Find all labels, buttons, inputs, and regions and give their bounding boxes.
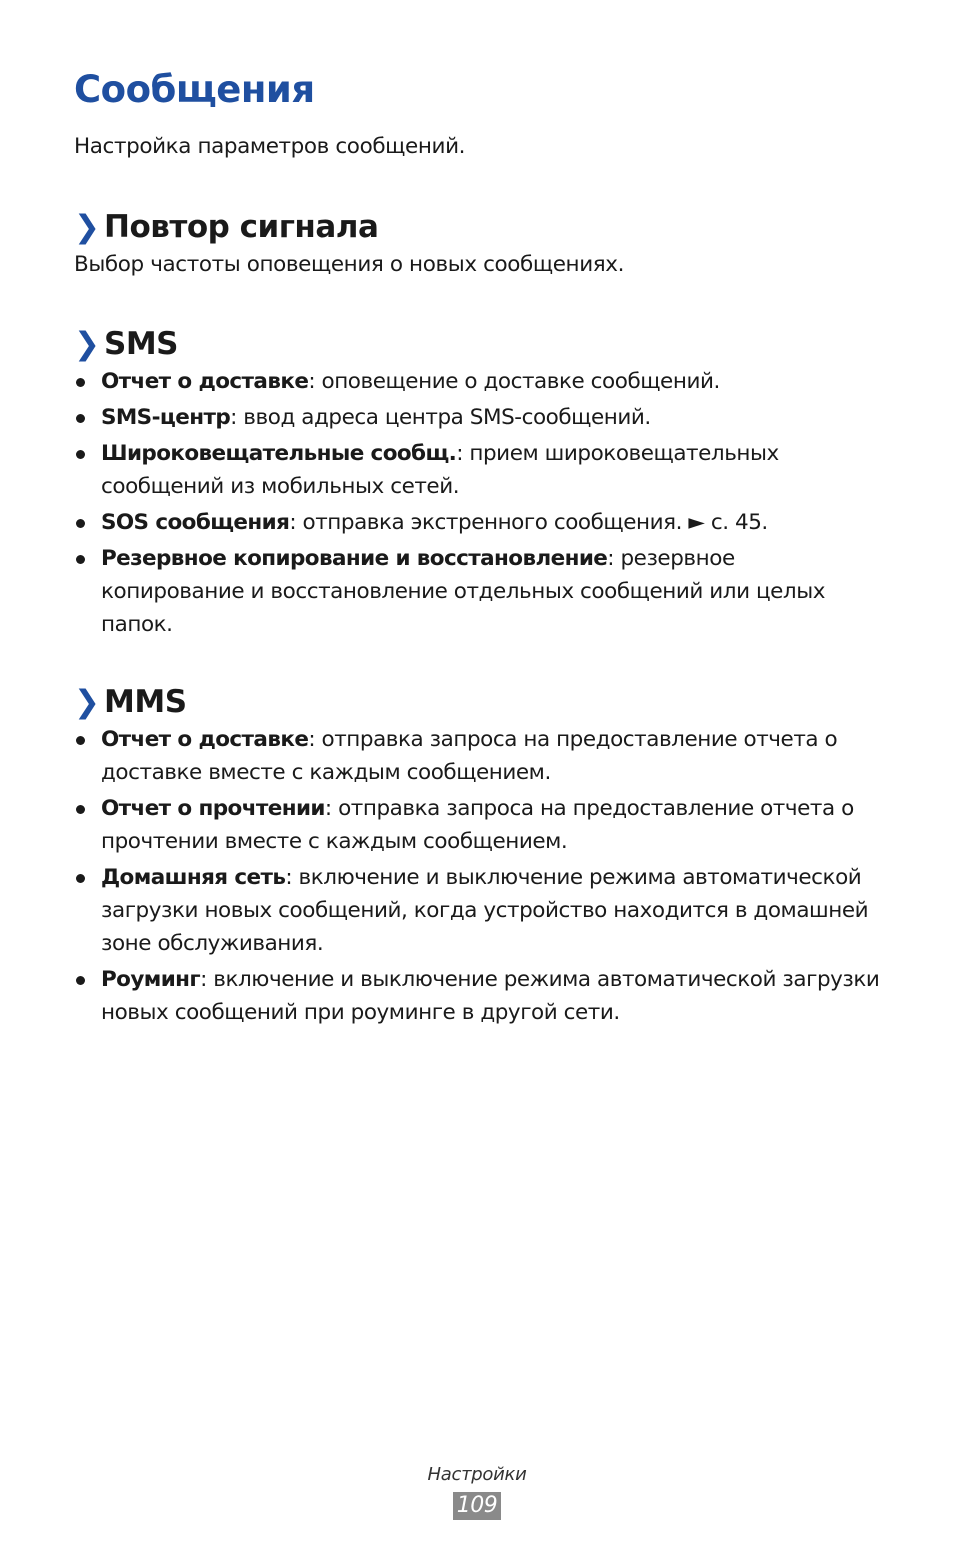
list-item <box>74 792 884 858</box>
chevron-right-icon: ❯ <box>74 684 100 720</box>
list-item-text: : прием широковещательных сообщений из мобильных сетей. <box>101 441 779 499</box>
list-item-term: Широковещательные сообщ. <box>101 441 457 466</box>
list-item-text: : отправка экстренного сообщения. ► с. 45. <box>289 510 768 535</box>
footer-section-label: Настройки <box>427 1464 527 1485</box>
list-item-term: Отчет о прочтении <box>101 796 325 821</box>
list-item <box>74 401 884 434</box>
bullet-icon <box>76 555 85 564</box>
sms-options-list <box>74 365 884 641</box>
chevron-right-icon: ❯ <box>74 209 100 245</box>
list-item-text: : резервное копирование и восстановление отдельных сообщений или целых папок. <box>101 546 826 637</box>
section-heading-sms <box>74 323 884 365</box>
mms-options-list <box>74 723 884 1029</box>
list-item-text: : ввод адреса центра SMS-сообщений. <box>230 405 651 430</box>
list-item-term: SOS сообщения <box>101 510 290 535</box>
list-item <box>74 437 884 503</box>
bullet-icon <box>76 414 85 423</box>
list-item-term: Резервное копирование и восстановление <box>101 546 608 571</box>
list-item-term: Домашняя сеть <box>101 865 286 890</box>
section-heading-mms <box>74 681 884 723</box>
bullet-icon <box>76 874 85 883</box>
section-repeat <box>74 206 884 281</box>
bullet-icon <box>76 450 85 459</box>
list-item-term: Роуминг <box>101 967 201 992</box>
page-intro: Настройка параметров сообщений. <box>74 134 466 159</box>
page-number-container <box>0 1492 954 1520</box>
list-item-text: : отправка запроса на предоставление отчета о доставке вместе с каждым сообщением. <box>101 727 838 785</box>
section-heading-repeat <box>74 206 884 248</box>
section-heading-label: Повтор сигнала <box>104 209 379 245</box>
list-item-term: Отчет о доставке <box>101 727 309 752</box>
list-item <box>74 861 884 960</box>
list-item <box>74 542 884 641</box>
list-item-text: : включение и выключение режима автоматической загрузки новых сообщений, когда устройство находится в домашней зоне обслуживания. <box>101 865 869 956</box>
list-item-text: : отправка запроса на предоставление отчета о прочтении вместе с каждым сообщением. <box>101 796 854 854</box>
list-item-term: SMS-центр <box>101 405 231 430</box>
list-item <box>74 506 884 539</box>
list-item-text: : оповещение о доставке сообщений. <box>308 369 720 394</box>
list-item <box>74 963 884 1029</box>
chevron-right-icon: ❯ <box>74 326 100 362</box>
section-heading-label: SMS <box>104 326 179 362</box>
section-heading-label: MMS <box>104 684 187 720</box>
list-item <box>74 723 884 789</box>
section-mms <box>74 681 884 1032</box>
section-description: Выбор частоты оповещения о новых сообщениях. <box>74 252 625 277</box>
bullet-icon <box>76 805 85 814</box>
bullet-icon <box>76 519 85 528</box>
list-item-text: : включение и выключение режима автоматической загрузки новых сообщений при роуминге в другой сети. <box>101 967 880 1025</box>
page-title: Сообщения <box>74 68 315 111</box>
page-number: 109 <box>453 1492 502 1520</box>
list-item <box>74 365 884 398</box>
bullet-icon <box>76 736 85 745</box>
bullet-icon <box>76 976 85 985</box>
section-sms <box>74 323 884 644</box>
list-item-term: Отчет о доставке <box>101 369 309 394</box>
bullet-icon <box>76 378 85 387</box>
